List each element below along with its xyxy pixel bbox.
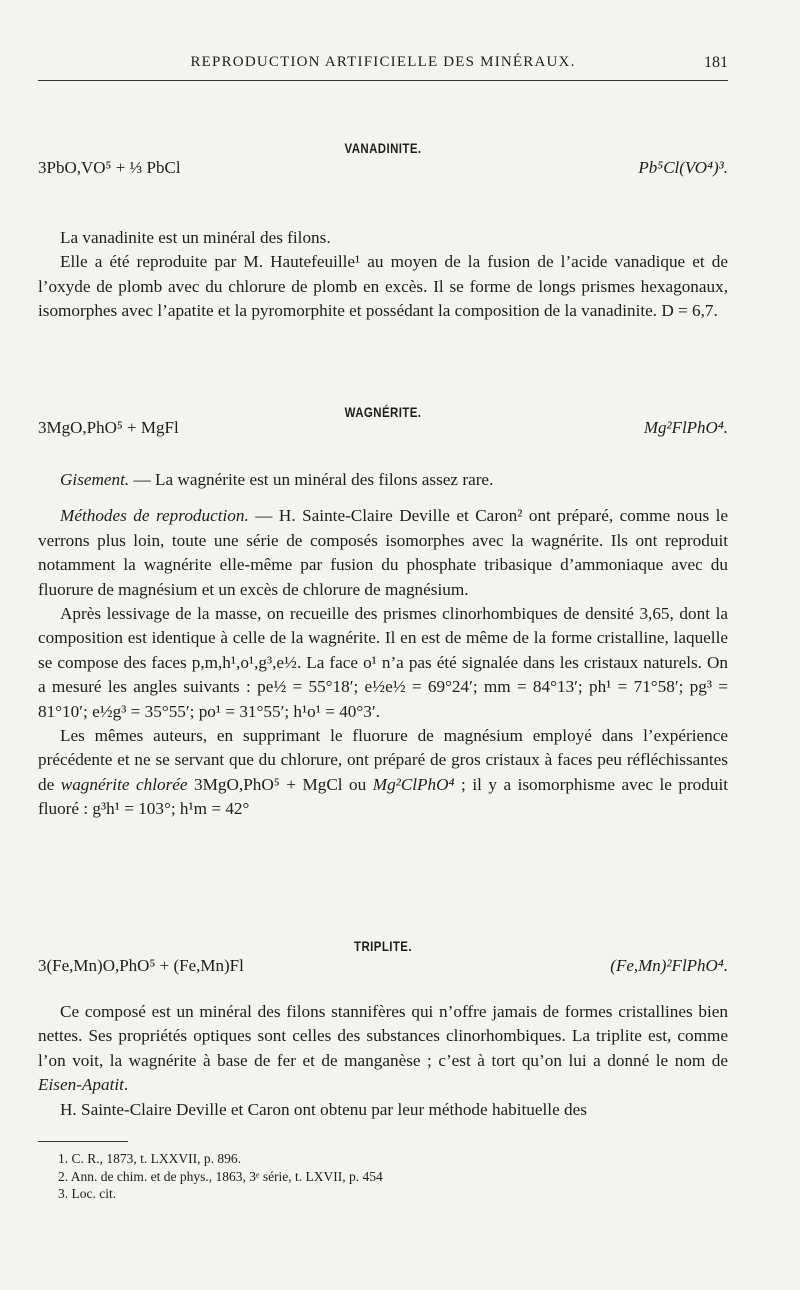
vanadinite-section xyxy=(38,140,728,184)
text-segment: . xyxy=(123,1075,129,1095)
vanadinite-text xyxy=(38,226,728,324)
paragraph: H. Sainte-Claire Deville et Caron ont obtenu par leur méthode habituelle des xyxy=(60,1099,587,1119)
term-eisen-apatit: Eisen-Apatit xyxy=(38,1075,124,1095)
formula-wagnerite-atomic: Mg²FlPhO⁴. xyxy=(643,418,728,437)
text-segment: Les mêmes auteurs, en supprimant le fluorure de magnésium employé dans l’expérience précédente et ne se servant que du chlorure, ont préparé de gros cristaux à faces peu réfléchissantes de xyxy=(38,726,728,794)
section-title-wagnerite: WAGNÉRITE. xyxy=(344,404,422,420)
footnotes xyxy=(58,1150,718,1203)
formula-wagnerite-oxide: 3MgO,PhO⁵ + MgFl xyxy=(38,418,179,437)
footnote-rule xyxy=(38,1141,128,1142)
formula-chloro: Mg²ClPhO⁴ xyxy=(372,774,455,794)
text-segment: ; il y a isomorphisme avec le produit fluoré : g³h¹ = 103°; h¹m = 42° xyxy=(38,774,729,819)
page-header xyxy=(38,54,728,78)
footnote-2: 2. Ann. de chim. et de phys., 1863, 3ᵉ série, t. LXVII, p. 454 xyxy=(58,1168,383,1184)
formula-row-wagnerite xyxy=(38,418,728,444)
text-segment: 3MgO,PhO⁵ + MgCl ou xyxy=(187,774,373,794)
paragraph xyxy=(38,1000,728,1098)
page-number: 181 xyxy=(704,54,728,71)
term-wagnerite-chloree: wagnérite chlorée xyxy=(60,774,188,794)
footnote-3: 3. Loc. cit. xyxy=(58,1186,117,1201)
formula-vanadinite-oxide: 3PbO,VO⁵ + ⅓ PbCl xyxy=(38,158,181,177)
section-title-vanadinite: VANADINITE. xyxy=(344,140,422,156)
paragraph: Après lessivage de la masse, on recueille des prismes clinorhombiques de densité 3,65, dont la composition est identique à celle de la wagnérite. Il en est de même de la forme cristalline, laquelle se compose des faces p,m,h¹,o¹,g³,e½. La face o¹ n’a pas été signalée dans les cristaux naturels. On a mesuré les angles suivants : pe½ = 55°18′; e½e½ = 69°24′; mm = 84°13′; ph¹ = 71°58′; pg³ = 81°10′; e½g³ = 35°55′; po¹ = 31°55′; h¹o¹ = 40°3′. xyxy=(38,604,728,721)
paragraph xyxy=(38,724,728,822)
triplite-text xyxy=(38,1000,728,1122)
section-title-triplite: TRIPLITE. xyxy=(354,938,412,954)
formula-row-vanadinite xyxy=(38,158,728,184)
wagnerite-text xyxy=(38,468,728,822)
paragraph-methodes xyxy=(38,504,728,602)
formula-vanadinite-atomic: Pb⁵Cl(VO⁴)³. xyxy=(638,158,728,177)
formula-triplite-atomic: (Fe,Mn)²FlPhO⁴. xyxy=(610,956,728,975)
footnote-1: 1. C. R., 1873, t. LXXVII, p. 896. xyxy=(58,1151,241,1166)
text-gisement: — La wagnérite est un minéral des filons assez rare. xyxy=(129,470,494,489)
formula-triplite-oxide: 3(Fe,Mn)O,PhO⁵ + (Fe,Mn)Fl xyxy=(38,956,244,975)
book-page xyxy=(38,0,728,1290)
paragraph: Elle a été reproduite par M. Hautefeuille¹ au moyen de la fusion de l’acide vanadique et de l’oxyde de plomb avec du chlorure de plomb en excès. Il se forme de longs prismes hexagonaux, isomorphes avec l’apatite et la pyromorphite et possédant la composition de la vanadinite. D = 6,7. xyxy=(38,252,728,321)
running-title: REPRODUCTION ARTIFICIELLE DES MINÉRAUX. xyxy=(190,54,576,70)
formula-row-triplite xyxy=(38,956,728,982)
text-segment: Ce composé est un minéral des filons stannifères qui n’offre jamais de formes cristallines bien nettes. Ses propriétés optiques sont celles des substances clinorhombiques. La triplite est, comme l’on voit, la wagnérite à base de fer et de manganèse ; c’est à tort qu’on lui a donné le nom de xyxy=(38,1002,728,1070)
wagnerite-section xyxy=(38,404,728,444)
header-rule xyxy=(38,80,728,81)
text-methodes: — H. Sainte-Claire Deville et Caron² ont préparé, comme nous le verrons plus loin, toute une série de composés isomorphes avec la wagnérite. Ils ont reproduit notamment la wagnérite elle-même par fusion du phosphate tribasique d’ammoniaque avec du fluorure de magnésium et un excès de chlorure de magnésium. xyxy=(38,506,729,599)
label-gisement: Gisement. xyxy=(60,470,130,489)
label-methodes: Méthodes de reproduction. xyxy=(60,506,249,526)
paragraph: La vanadinite est un minéral des filons. xyxy=(60,228,331,247)
triplite-section xyxy=(38,938,728,982)
paragraph-gisement xyxy=(38,468,728,492)
